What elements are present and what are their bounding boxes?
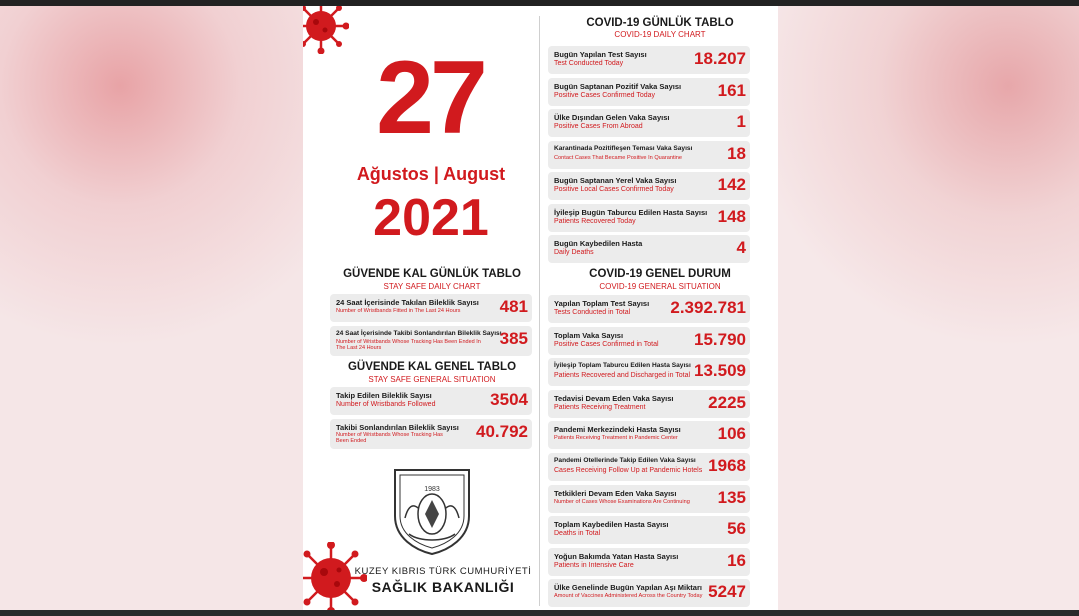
covid-general-subtitle: COVID-19 GENERAL SITUATION xyxy=(599,282,721,291)
row-label-en: Test Conducted Today xyxy=(554,60,624,67)
row-label-tr: Yoğun Bakımda Yatan Hasta Sayısı xyxy=(554,551,679,561)
row-label-en: Positive Cases From Abroad xyxy=(554,123,643,130)
row-label-tr: Toplam Vaka Sayısı xyxy=(554,330,624,340)
row-value: 1 xyxy=(736,112,746,131)
row-label-en: Patients Recovered Today xyxy=(554,217,636,225)
covid-daily-title: COVID-19 GÜNLÜK TABLO xyxy=(586,17,734,29)
table-row xyxy=(548,172,750,200)
safe-general-row-followed xyxy=(330,387,532,415)
table-row xyxy=(548,46,750,74)
row-value: 142 xyxy=(717,175,746,194)
safe-general-title: GÜVENDE KAL GENEL TABLO xyxy=(347,361,517,373)
row-label-tr: Bugün Saptanan Yerel Vaka Sayısı xyxy=(554,176,677,185)
background-right-panel xyxy=(778,6,1079,610)
table-row xyxy=(548,421,750,449)
table-row xyxy=(548,141,750,169)
bottom-frame-bar xyxy=(0,610,1079,616)
covid-general-title: COVID-19 GENEL DURUM xyxy=(589,268,731,280)
row-label-en: Number of Wristbands Whose Tracking Has Been Ended In The Last 24 Hours xyxy=(336,339,481,352)
covid-report-poster xyxy=(303,6,778,610)
row-label-en: Patients in Intensive Care xyxy=(554,561,634,569)
date-day: 27 xyxy=(376,40,484,156)
row-value: 5247 xyxy=(708,582,746,602)
row-value: 15.790 xyxy=(694,329,746,349)
row-label-en: Contact Cases That Became Positive In Quarantine xyxy=(554,154,682,161)
row-label-en: Amount of Vaccines Administered Across the Country Today xyxy=(554,593,703,600)
row-label-tr: Karantinada Pozitifleşen Teması Vaka Sayısı xyxy=(554,144,693,152)
row-value: 2225 xyxy=(708,392,746,412)
row-label-en: Cases Receiving Follow Up at Pandemic Hotels xyxy=(554,467,703,474)
row-label-en: Number of Cases Whose Examinations Are Continuing xyxy=(554,498,690,505)
row-value: 135 xyxy=(717,487,746,507)
table-row xyxy=(548,78,750,106)
row-value: 2.392.781 xyxy=(670,298,746,317)
date-month: Ağustos | August xyxy=(356,164,506,184)
row-label-en: Patients Receiving Treatment xyxy=(554,403,646,411)
table-row xyxy=(548,453,750,481)
row-label-tr: Pandemi Merkezindeki Hasta Sayısı xyxy=(554,425,681,435)
row-label-en: Number of Wristbands Followed xyxy=(336,401,436,408)
virus-icon-top xyxy=(303,6,349,54)
row-label-en: Patients Recovered and Discharged in Total xyxy=(554,372,691,380)
row-value: 481 xyxy=(499,297,528,316)
row-label-tr: Ülke Genelinde Bugün Yapılan Aşı Miktarı xyxy=(554,583,702,593)
row-value: 106 xyxy=(717,424,746,444)
table-row xyxy=(548,516,750,544)
row-value: 385 xyxy=(499,329,528,348)
safe-daily-title: GÜVENDE KAL GÜNLÜK TABLO xyxy=(343,268,521,280)
row-value: 40.792 xyxy=(476,422,528,441)
row-label-en: Positive Cases Confirmed in Total xyxy=(554,340,659,348)
row-label-tr: Ülke Dışından Gelen Vaka Sayısı xyxy=(554,113,670,122)
row-label-tr: Bugün Saptanan Pozitif Vaka Sayısı xyxy=(554,81,682,91)
safe-daily-row-ended xyxy=(330,326,532,356)
row-label-tr: Takibi Sonlandırılan Bileklik Sayısı xyxy=(336,423,459,432)
date-year: 2021 xyxy=(373,189,489,247)
covid-daily-subtitle: COVID-19 DAILY CHART xyxy=(614,30,706,39)
row-value: 148 xyxy=(717,206,746,226)
column-divider xyxy=(539,16,540,606)
row-label-en: Deaths in Total xyxy=(554,530,601,538)
row-label-en: Tests Conducted in Total xyxy=(554,309,631,316)
table-row xyxy=(548,295,750,323)
row-label-tr: 24 Saat İçerisinde Takılan Bileklik Sayısı xyxy=(336,298,479,307)
table-row xyxy=(548,204,750,232)
row-label-en: Number of Wristbands Fitted in The Last 24 Hours xyxy=(336,308,461,314)
row-value: 1968 xyxy=(708,456,746,475)
row-label-tr: Takip Edilen Bileklik Sayısı xyxy=(336,391,432,400)
safe-general-row-ended xyxy=(330,419,532,449)
row-label-en: Patients Receiving Treatment in Pandemic Center xyxy=(554,435,678,442)
row-label-tr: Bugün Kaybedilen Hasta xyxy=(554,239,643,248)
background-left-panel xyxy=(0,6,303,610)
row-value: 18 xyxy=(727,143,746,163)
safe-daily-subtitle: STAY SAFE DAILY CHART xyxy=(383,282,481,291)
table-row xyxy=(548,327,750,355)
row-label-tr: Tedavisi Devam Eden Vaka Sayısı xyxy=(554,393,674,403)
row-label-tr: 24 Saat İçerisinde Takibi Sonlandırılan Bileklik Sayısı xyxy=(336,330,502,337)
row-label-tr: İyileşip Bugün Taburcu Edilen Hasta Sayısı xyxy=(554,207,708,217)
table-row xyxy=(548,579,750,607)
row-value: 13.509 xyxy=(694,361,746,381)
row-value: 18.207 xyxy=(694,49,746,68)
table-row xyxy=(548,235,750,263)
ministry-name: SAĞLIK BAKANLIĞI xyxy=(371,579,515,595)
row-label-tr: Yapılan Toplam Test Sayısı xyxy=(554,299,650,308)
table-row xyxy=(548,485,750,513)
ministry-seal-icon xyxy=(387,464,477,556)
row-value: 56 xyxy=(727,519,746,539)
row-value: 16 xyxy=(727,550,746,570)
table-row xyxy=(548,390,750,418)
row-label-en: Positive Cases Confirmed Today xyxy=(554,91,656,99)
row-label-en: Positive Local Cases Confirmed Today xyxy=(554,186,674,193)
row-label-tr: Tetkikleri Devam Eden Vaka Sayısı xyxy=(554,488,677,498)
safe-daily-row-fitted xyxy=(330,294,532,322)
table-row xyxy=(548,109,750,137)
row-label-tr: Bugün Yapılan Test Sayısı xyxy=(554,50,647,59)
row-value: 161 xyxy=(717,80,746,100)
seal-year: 1983 xyxy=(424,486,440,493)
row-label-en: Number of Wristbands Whose Tracking Has Been Ended xyxy=(336,432,443,445)
row-value: 4 xyxy=(736,238,746,257)
row-label-en: Daily Deaths xyxy=(554,249,594,256)
row-value: 3504 xyxy=(490,390,528,409)
table-row xyxy=(548,548,750,576)
safe-general-subtitle: STAY SAFE GENERAL SITUATION xyxy=(368,375,496,384)
table-row xyxy=(548,358,750,386)
row-label-tr: Pandemi Otellerinde Takip Edilen Vaka Sayısı xyxy=(554,457,696,464)
row-label-tr: Toplam Kaybedilen Hasta Sayısı xyxy=(554,520,669,530)
ministry-state-name: KUZEY KIBRIS TÜRK CUMHURİYETİ xyxy=(354,566,532,577)
row-label-tr: İyileşip Toplam Taburcu Edilen Hasta Sayısı xyxy=(554,362,691,370)
